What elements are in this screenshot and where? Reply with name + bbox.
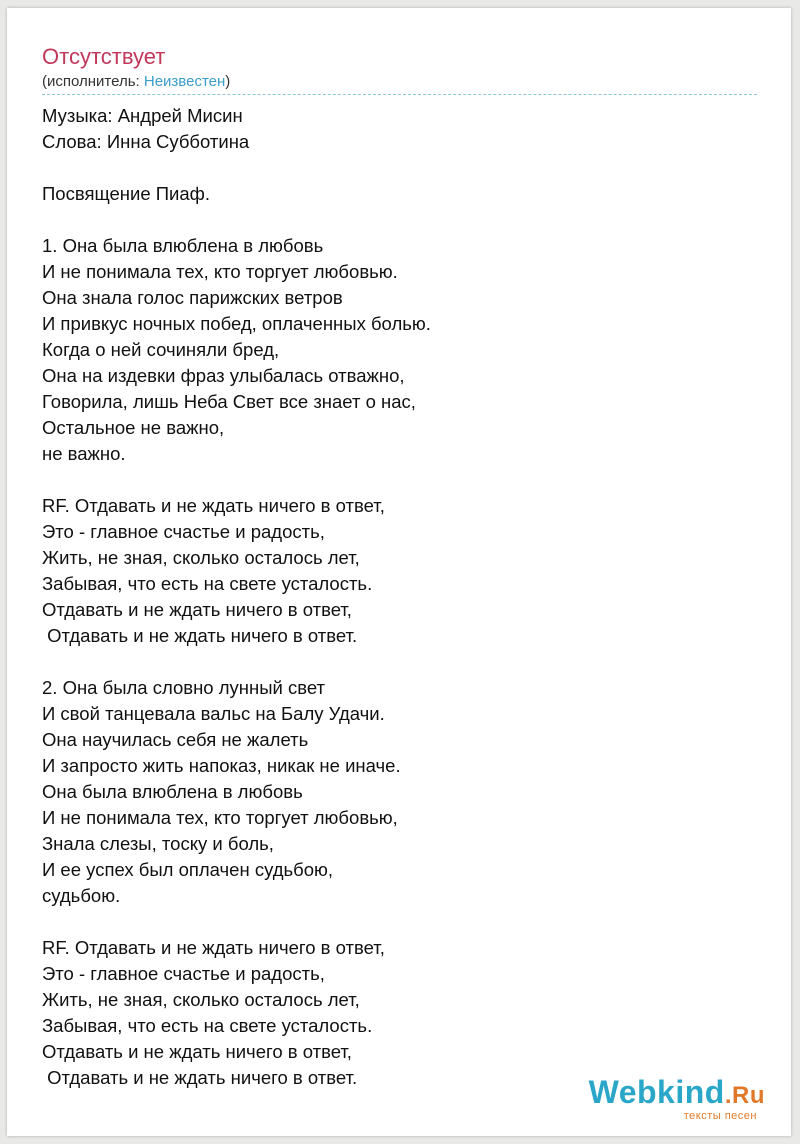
artist-line (42, 73, 230, 91)
lyric-line: И запросто жить напоказ, никак не иначе. (42, 755, 401, 776)
lyric-line: Она знала голос парижских ветров (42, 287, 343, 308)
lyric-line: Говорила, лишь Неба Свет все знает о нас, (42, 391, 416, 412)
lyric-line: Забывая, что есть на свете усталость. (42, 573, 373, 594)
lyric-line: RF. Отдавать и не ждать ничего в ответ, (42, 495, 385, 516)
webkind-logo (565, 1074, 765, 1124)
lyric-line: Отдавать и не ждать ничего в ответ, (42, 1041, 352, 1062)
lyric-line: 1. Она была влюблена в любовь (42, 235, 324, 256)
lyrics-sheet (7, 8, 791, 1136)
lyric-blank-line (42, 909, 762, 935)
logo-tld: .Ru (724, 1082, 765, 1109)
lyric-line: И не понимала тех, кто торгует любовью, (42, 807, 398, 828)
lyric-line: И ее успех был оплачен судьбою, (42, 859, 334, 880)
lyric-line: Она была влюблена в любовь (42, 781, 303, 802)
lyric-line: Это - главное счастье и радость, (42, 963, 325, 984)
lyric-line: Музыка: Андрей Мисин (42, 105, 243, 126)
lyric-line: Слова: Инна Субботина (42, 131, 250, 152)
lyric-line: судьбою. (42, 885, 121, 906)
lyric-line: Она научилась себя не жалеть (42, 729, 309, 750)
lyric-line: Посвящение Пиаф. (42, 183, 211, 204)
lyric-line: не важно. (42, 443, 126, 464)
lyric-line: Это - главное счастье и радость, (42, 521, 325, 542)
lyric-line: Забывая, что есть на свете усталость. (42, 1015, 373, 1036)
lyric-line: Отдавать и не ждать ничего в ответ. (42, 625, 358, 646)
lyric-line: Знала слезы, тоску и боль, (42, 833, 274, 854)
artist-prefix: (исполнитель: (42, 73, 144, 90)
logo-word: Webkind (588, 1074, 725, 1110)
header-divider (42, 94, 757, 95)
lyric-line: И свой танцевала вальс на Балу Удачи. (42, 703, 385, 724)
song-title: Отсутствует (42, 44, 166, 69)
lyric-blank-line (42, 155, 762, 181)
lyric-blank-line (42, 467, 762, 493)
lyric-line: Отдавать и не ждать ничего в ответ, (42, 599, 352, 620)
lyric-line: RF. Отдавать и не ждать ничего в ответ, (42, 937, 385, 958)
lyric-line: Жить, не зная, сколько осталось лет, (42, 547, 360, 568)
lyric-line: И привкус ночных побед, оплаченных болью. (42, 313, 431, 334)
artist-link[interactable]: Неизвестен (143, 73, 226, 90)
lyric-line: 2. Она была словно лунный свет (42, 677, 326, 698)
artist-suffix: ) (225, 73, 231, 90)
logo-wordmark (589, 1074, 765, 1114)
lyric-line: Жить, не зная, сколько осталось лет, (42, 989, 360, 1010)
lyric-blank-line (42, 207, 762, 233)
lyrics-text (42, 103, 762, 1091)
logo-tagline: тексты песен (683, 1110, 757, 1122)
lyric-line: Когда о ней сочиняли бред, (42, 339, 280, 360)
lyric-line: Отдавать и не ждать ничего в ответ. (42, 1067, 358, 1088)
lyric-line: Остальное не важно, (42, 417, 225, 438)
lyric-line: Она на издевки фраз улыбалась отважно, (42, 365, 405, 386)
lyric-line: И не понимала тех, кто торгует любовью. (42, 261, 398, 282)
lyric-blank-line (42, 649, 762, 675)
